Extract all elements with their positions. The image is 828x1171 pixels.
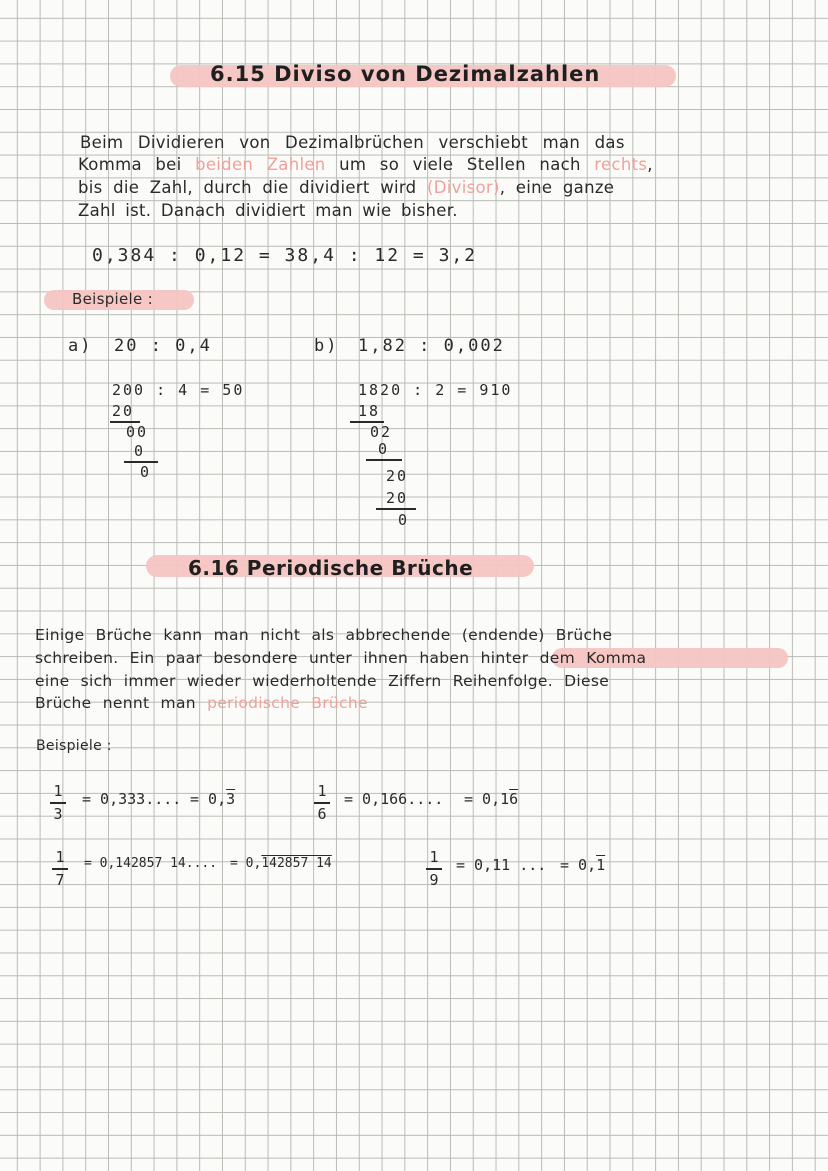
- division-step: 00: [126, 423, 149, 441]
- division-line: [376, 508, 416, 510]
- example-b-equation: 1820 : 2 = 910: [358, 381, 513, 399]
- rule-highlight-rechts: rechts: [594, 155, 648, 174]
- denominator: 9: [429, 870, 439, 889]
- rule-text: Komma bei: [78, 155, 196, 174]
- periodic-notation: [464, 790, 518, 808]
- periodic-highlight-term: periodische Brüche: [207, 694, 368, 712]
- rule-highlight-divisor: (Divisor): [427, 178, 500, 197]
- decimal-expansion: = 0,166....: [344, 790, 444, 808]
- division-step: 20: [386, 467, 409, 485]
- periodic-digits: 6: [509, 790, 519, 808]
- section-title-6-16: 6.16 Periodische Brüche: [188, 556, 474, 580]
- rule-line-1: Beim Dividieren von Dezimalbrüchen verschiebt man das: [80, 133, 625, 152]
- rule-line-4: Zahl ist. Danach dividiert man wie bisher.: [78, 201, 458, 220]
- decimal-expansion: = 0,11 ...: [456, 856, 547, 874]
- example-a-equation: 200 : 4 = 50: [112, 381, 245, 399]
- periodic-line-4: [35, 694, 368, 712]
- rule-text: , eine ganze: [499, 178, 615, 197]
- periodic-notation: [190, 790, 235, 808]
- fraction-bar: [426, 868, 442, 870]
- division-step: 0: [140, 463, 152, 481]
- fraction-bar: [314, 802, 330, 804]
- example-b-label: b): [314, 336, 339, 356]
- decimal-expansion: = 0,142857 14....: [84, 856, 218, 871]
- periodic-line-2: [35, 649, 646, 667]
- beispiele-label-2: Beispiele :: [36, 738, 112, 754]
- periodic-prefix: = 0,: [560, 856, 597, 874]
- division-step: 20: [386, 489, 409, 507]
- periodic-notation: [230, 856, 332, 871]
- denominator: 3: [53, 804, 63, 823]
- periodic-text: Brüche nennt man: [35, 694, 208, 712]
- periodic-line-1: Einige Brüche kann man nicht als abbrechende (endende) Brüche: [35, 626, 613, 644]
- beispiele-label-1: Beispiele :: [72, 290, 153, 308]
- periodic-highlight-komma: hinter dem Komma: [480, 649, 647, 667]
- periodic-digits: 142857 14: [261, 856, 332, 871]
- denominator: 6: [317, 804, 327, 823]
- fraction-bar: [52, 868, 68, 870]
- division-step: 0: [134, 442, 146, 460]
- rule-highlight-beide: beiden Zahlen: [195, 155, 326, 174]
- numerator: 1: [429, 848, 439, 866]
- division-step: 20: [112, 402, 135, 420]
- periodic-notation: [560, 856, 605, 874]
- rule-line-2: [78, 155, 653, 174]
- fraction-1-7: [52, 848, 68, 890]
- periodic-digits: 3: [226, 790, 236, 808]
- denominator: 7: [55, 870, 65, 889]
- example-a-task: 20 : 0,4: [114, 336, 212, 356]
- section-title-6-15: 6.15 Diviso von Dezimalzahlen: [210, 62, 601, 86]
- periodic-prefix: = 0,: [230, 856, 262, 871]
- periodic-line-3: eine sich immer wieder wiederholtende Ziffern Reihenfolge. Diese: [35, 672, 610, 690]
- rule-line-3: [78, 178, 614, 197]
- division-line: [366, 459, 402, 461]
- numerator: 1: [55, 848, 65, 866]
- fraction-1-9: [426, 848, 442, 890]
- division-step: 18: [358, 402, 381, 420]
- division-step: 0: [378, 440, 390, 458]
- example-b-task: 1,82 : 0,002: [358, 336, 505, 356]
- fraction-bar: [50, 802, 66, 804]
- numerator: 1: [53, 782, 63, 800]
- intro-equation: 0,384 : 0,12 = 38,4 : 12 = 3,2: [92, 245, 478, 266]
- division-step: 02: [370, 423, 393, 441]
- periodic-prefix: = 0,: [190, 790, 227, 808]
- fraction-1-6: [314, 782, 330, 824]
- rule-text: um so viele Stellen nach: [325, 155, 595, 174]
- numerator: 1: [317, 782, 327, 800]
- fraction-1-3: [50, 782, 66, 824]
- periodic-prefix: = 0,1: [464, 790, 510, 808]
- division-step: 0: [398, 511, 410, 529]
- periodic-text: schreiben. Ein paar besondere unter ihnen haben: [35, 649, 481, 667]
- decimal-expansion: = 0,333....: [82, 790, 182, 808]
- rule-text: ,: [647, 155, 653, 174]
- periodic-digits: 1: [596, 856, 606, 874]
- rule-text: bis die Zahl, durch die dividiert wird: [78, 178, 427, 197]
- example-a-label: a): [68, 336, 93, 356]
